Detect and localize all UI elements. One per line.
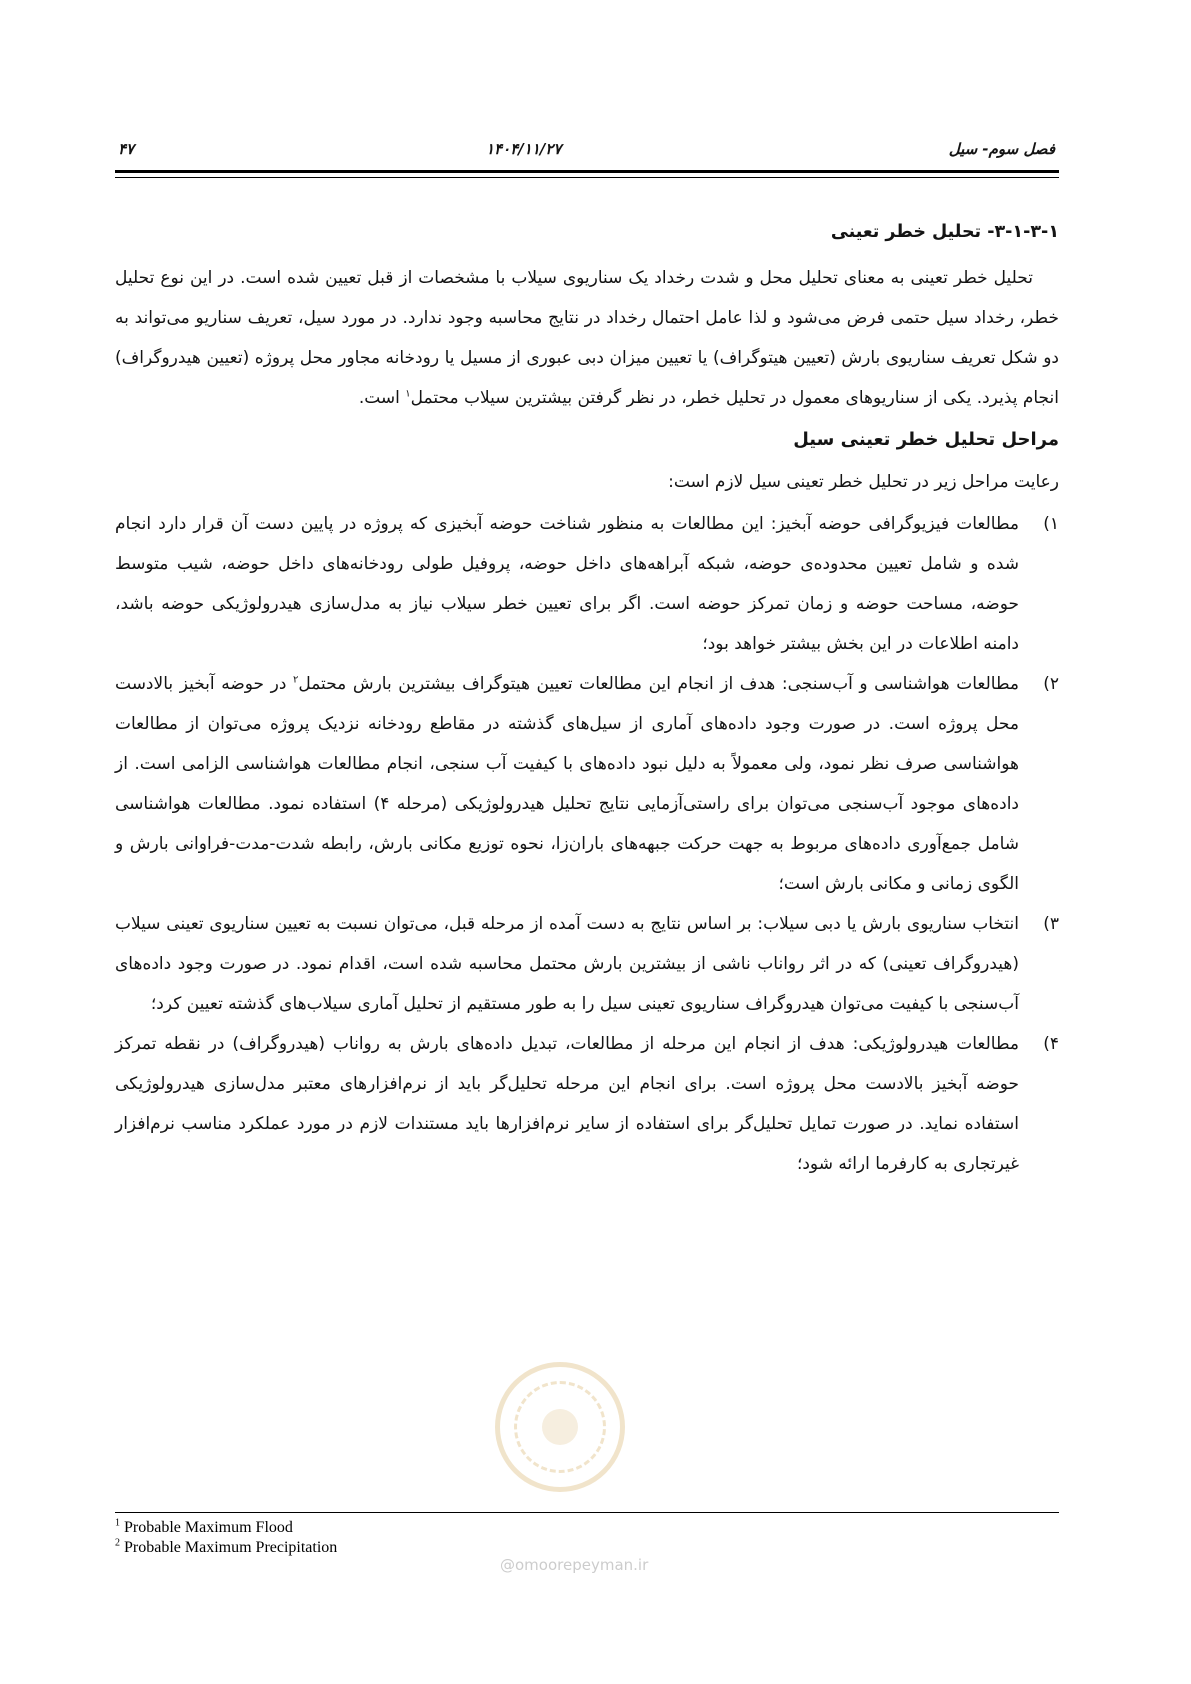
list-item <box>115 664 1059 904</box>
footnote-ref-2: ۲ <box>292 674 299 686</box>
footnote-rule <box>115 1512 1059 1513</box>
list-item-number: ۴) <box>1043 1034 1059 1054</box>
main-content <box>115 212 1059 1184</box>
header-rule-thick <box>115 170 1059 173</box>
list-item-text: انتخاب سناریوی بارش یا دبی سیلاب: بر اساس نتایج به دست آمده از مرحله قبل، می‌توان نسبت به تعیین سناریوی تعینی سیلاب (هیدروگراف تعینی) که در اثر رواناب ناشی از بیشترین بارش محتمل محاسبه شده است، اقدام نمود. در صورت وجود داده‌های آب‌سنجی با کیفیت می‌توان هیدروگراف سناریوی تعینی سیل را به طور مستقیم از تحلیل آماری سیلاب‌های گذشته تعیین کرد؛ <box>115 914 1019 1014</box>
footnote-mark: 2 <box>115 1537 120 1549</box>
list-item-text: مطالعات هواشناسی و آب‌سنجی: هدف از انجام این مطالعات تعیین هیتوگراف بیشترین بارش محتمل <box>298 674 1019 694</box>
watermark-seal-logo <box>495 1362 625 1492</box>
paragraph-text: تحلیل خطر تعینی به معنای تحلیل محل و شدت رخداد یک سناریوی سیلاب با مشخصات از قبل تعیین شده است. در این نوع تحلیل خطر، رخداد سیل حتمی فرض می‌شود و لذا عامل احتمال رخداد در نتایج محاسبه وجود ندارد. در مورد سیل، تعریف سناریو می‌تواند به دو شکل تعریف سناریوی بارش (تعیین هیتوگراف) یا تعیین میزان دبی عبوری از مسیل یا رودخانه مجاور محل پروژه (تعیین هیدروگراف) انجام پذیرد. یکی از سناریوهای معمول در تحلیل خطر، در نظر گرفتن بیشترین سیلاب محتمل <box>115 268 1059 408</box>
list-item <box>115 1024 1059 1184</box>
footnote-mark: 1 <box>115 1517 120 1529</box>
header-rule-thin <box>115 177 1059 178</box>
footnotes <box>115 1518 337 1558</box>
list-item-number: ۲) <box>1043 674 1059 694</box>
list-item-text-cont: در حوضه آبخیز بالادست محل پروژه است. در صورت وجود داده‌های آماری از سیل‌های گذشته در مقاطع رودخانه نزدیک پروژه می‌توان از مطالعات هواشناسی صرف نظر نمود، ولی معمولاً به دلیل نبود داده‌های با کیفیت آب سنجی، انجام مطالعات هواشناسی الزامی است. از داده‌های موجود آب‌سنجی می‌توان برای راستی‌آزمایی نتایج تحلیل هیدرولوژیکی (مرحله ۴) استفاده نمود. مطالعات هواشناسی شامل جمع‌آوری داده‌های مربوط به جهت حرکت جبهه‌های باران‌زا، نحوه توزیع مکانی بارش، رابطه شدت-مدت-فراوانی بارش و الگوی زمانی و مکانی بارش است؛ <box>115 674 1019 894</box>
list-item-number: ۱) <box>1043 514 1059 534</box>
footnote-ref-1: ۱ <box>405 388 411 400</box>
footnote-text: Probable Maximum Precipitation <box>124 1539 338 1556</box>
running-header-date: ۱۴۰۴/۱۱/۲۷ <box>486 140 562 158</box>
page-number: ۴۷ <box>118 140 135 158</box>
footnote-text: Probable Maximum Flood <box>124 1519 293 1536</box>
footnote-item <box>115 1538 337 1558</box>
list-item <box>115 904 1059 1024</box>
footnote-item <box>115 1518 337 1538</box>
list-item <box>115 504 1059 664</box>
list-item-text: مطالعات هیدرولوژیکی: هدف از انجام این مرحله از مطالعات، تبدیل داده‌های بارش به رواناب (هیدروگراف) در نقطه تمرکز حوضه آبخیز بالادست محل پروژه است. برای انجام این مرحله تحلیل‌گر باید از نرم‌افزارهای معتبر مدل‌سازی هیدرولوژیکی استفاده نماید. در صورت تمایل تحلیل‌گر برای استفاده از سایر نرم‌افزارها باید مستندات لازم در مورد عملکرد مناسب نرم‌افزار غیرتجاری به کارفرما ارائه شود؛ <box>115 1034 1019 1174</box>
watermark-site-text: @omoorepeyman.ir <box>500 1556 649 1574</box>
running-header-chapter: فصل سوم- سیل <box>948 140 1055 158</box>
section-title: ۳-۱-۳-۱- تحلیل خطر تعینی <box>830 222 1059 242</box>
list-item-number: ۳) <box>1043 914 1059 934</box>
subsection-title: مراحل تحلیل خطر تعینی سیل <box>793 429 1059 450</box>
list-item-text: مطالعات فیزیوگرافی حوضه آبخیز: این مطالعات به منظور شناخت حوضه آبخیزی که پروژه در پایین دست آن قرار دارد انجام شده و شامل تعیین محدوده‌ی حوضه، شبکه آبراهه‌های داخل حوضه، پروفیل طولی رودخانه‌های داخل حوضه، شیب متوسط حوضه، مساحت حوضه و زمان تمرکز حوضه است. اگر برای تعیین خطر سیلاب نیاز به مدل‌سازی هیدرولوژیکی حوضه باشد، دامنه اطلاعات در این بخش بیشتر خواهد بود؛ <box>115 514 1019 654</box>
paragraph-text-end: است. <box>358 388 406 408</box>
subsection-intro: رعایت مراحل زیر در تحلیل خطر تعینی سیل لازم است: <box>668 472 1059 492</box>
section-paragraph <box>115 258 1059 418</box>
